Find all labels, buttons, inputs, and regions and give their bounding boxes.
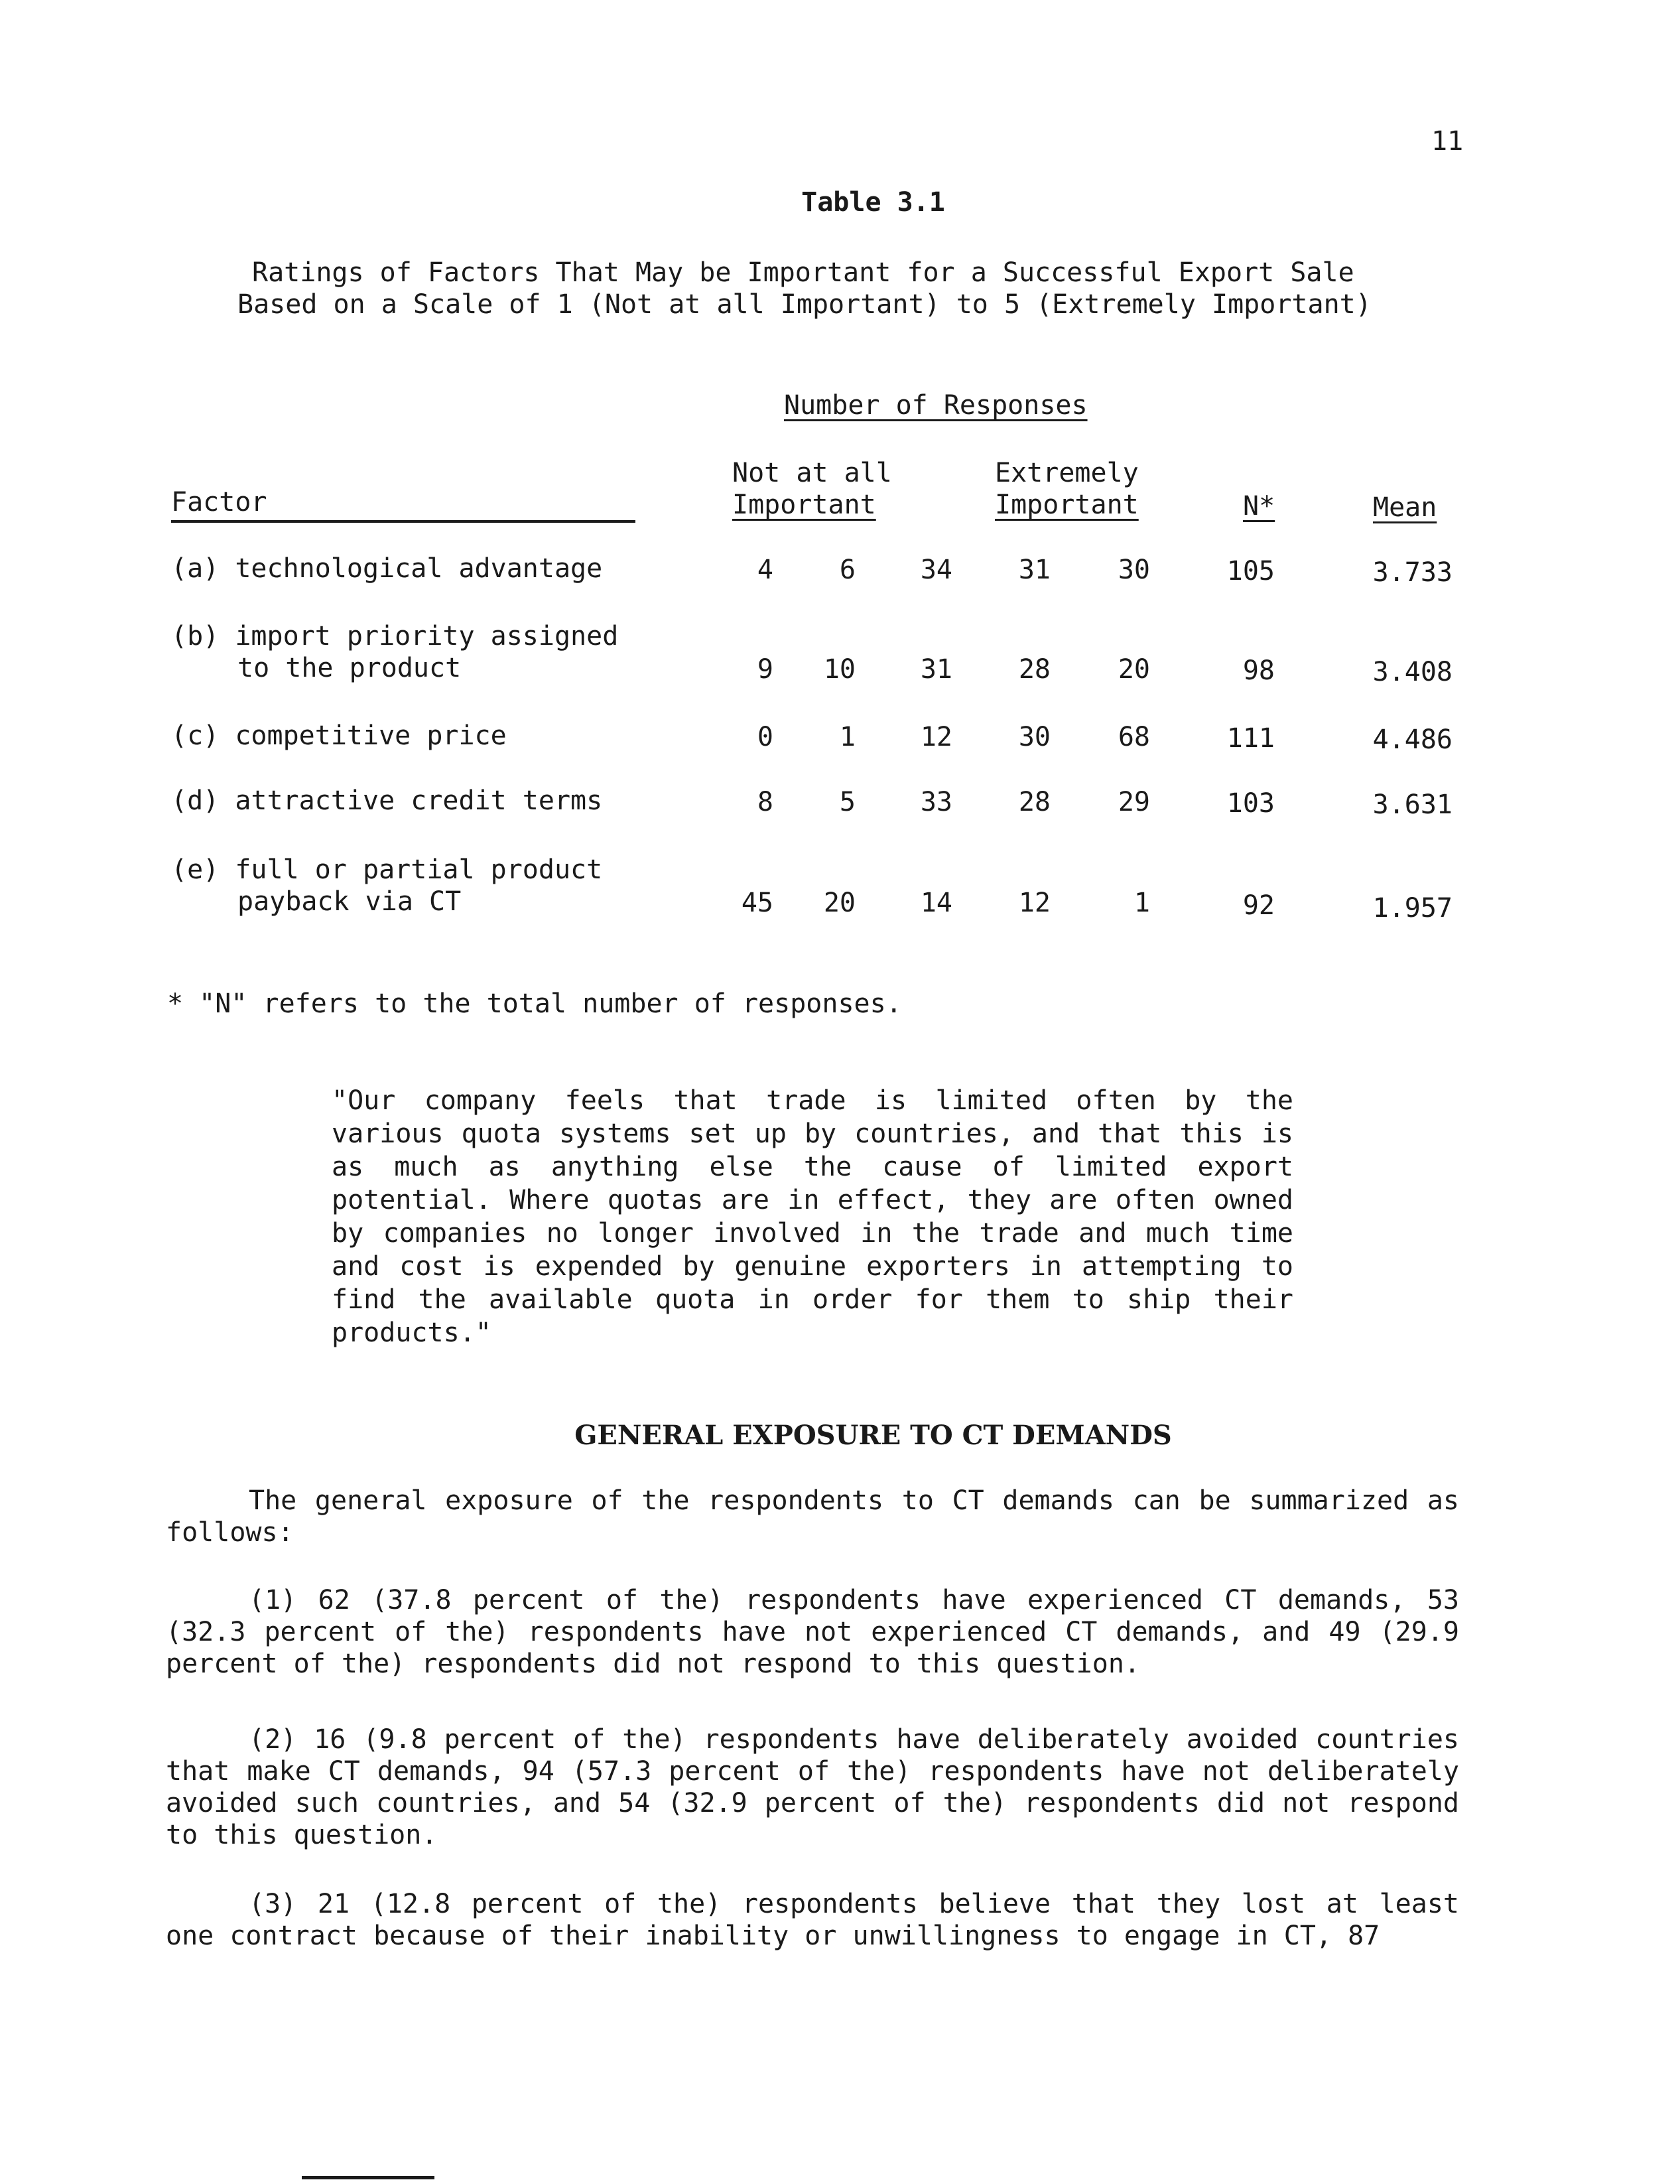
rating-5-cell: 68 [1118, 722, 1150, 752]
extremely-important-header: Important [995, 490, 1139, 520]
table-title: Table 3.1 [801, 187, 945, 218]
rating-1-cell: 45 [741, 888, 773, 918]
mean-cell: 3.408 [1372, 657, 1453, 687]
list-item: (2) 16 (9.8 percent of the) respondents have deliberately avoided countries that make CT demands, 94 (57.3 percent of the) respondents have not deliberately avoided such countries, and 54 (32.9 percent of the) respondents did not respond to this question. [166, 1724, 1459, 1850]
page-number: 11 [1431, 126, 1464, 157]
rating-2-cell: 20 [823, 888, 856, 918]
n-cell: 92 [1242, 890, 1275, 921]
mean-cell: 3.631 [1372, 789, 1453, 820]
rating-3-cell: 34 [920, 555, 952, 585]
rating-5-cell: 1 [1133, 888, 1150, 918]
n-cell: 98 [1242, 655, 1275, 686]
rating-1-cell: 0 [757, 722, 773, 752]
table-footnote: * "N" refers to the total number of responses. [167, 989, 902, 1019]
list-item: (3) 21 (12.8 percent of the) respondents believe that they lost at least one contract because of their inability or unwillingness to engage in CT, 87 [166, 1889, 1459, 1951]
intro-paragraph: The general exposure of the respondents to CT demands can be summarized as follows: [166, 1485, 1459, 1548]
rating-4-cell: 28 [1018, 654, 1051, 685]
section-heading: GENERAL EXPOSURE TO CT DEMANDS [574, 1420, 1172, 1451]
table-caption-line-2: Based on a Scale of 1 (Not at all Important) to 5 (Extremely Important) [237, 289, 1372, 320]
rating-3-cell: 31 [920, 654, 952, 685]
rating-1-cell: 8 [757, 787, 773, 817]
rating-1-cell: 4 [757, 555, 773, 585]
row-label: (d) attractive credit terms [171, 785, 603, 816]
rating-2-cell: 1 [839, 722, 856, 752]
rating-3-cell: 12 [920, 722, 952, 752]
mean-cell: 1.957 [1372, 893, 1453, 923]
rating-3-cell: 33 [920, 787, 952, 817]
row-label-continuation: payback via CT [237, 886, 462, 917]
rating-1-cell: 9 [757, 654, 773, 685]
n-cell: 105 [1226, 556, 1275, 586]
rating-5-cell: 30 [1118, 555, 1150, 585]
factor-header-rule [171, 520, 635, 523]
row-label-continuation: to the product [237, 653, 462, 683]
responses-header: Number of Responses [784, 390, 1088, 421]
row-label: (e) full or partial product [171, 854, 603, 885]
rating-2-cell: 5 [839, 787, 856, 817]
rating-5-cell: 20 [1118, 654, 1150, 685]
mean-cell: 4.486 [1372, 724, 1453, 755]
rating-4-cell: 30 [1018, 722, 1051, 752]
table-caption-line-1: Ratings of Factors That May be Important for a Successful Export Sale [252, 257, 1354, 288]
n-cell: 103 [1226, 788, 1275, 819]
rating-2-cell: 6 [839, 555, 856, 585]
factor-header: Factor [171, 487, 267, 517]
rating-3-cell: 14 [920, 888, 952, 918]
rating-5-cell: 29 [1118, 787, 1150, 817]
mean-cell: 3.733 [1372, 557, 1453, 588]
n-header: N* [1243, 491, 1275, 521]
rating-4-cell: 28 [1018, 787, 1051, 817]
bottom-rule [302, 2176, 434, 2179]
rating-4-cell: 12 [1018, 888, 1051, 918]
block-quote: "Our company feels that trade is limited often by the various quota systems set up by countries, and that this is as much as anything else the cause of limited export potential. Where quotas are in effect, they are often owned by companies no longer involved in the trade and much time and cost is expended by genuine exporters in attempting to find the available quota in order for them to ship their products." [332, 1085, 1293, 1348]
extremely-header: Extremely [995, 458, 1139, 488]
rating-2-cell: 10 [823, 654, 856, 685]
not-at-all-important-header: Important [732, 490, 876, 520]
row-label: (c) competitive price [171, 720, 507, 751]
rating-4-cell: 31 [1018, 555, 1051, 585]
row-label: (a) technological advantage [171, 553, 603, 584]
row-label: (b) import priority assigned [171, 621, 619, 651]
list-item: (1) 62 (37.8 percent of the) respondents have experienced CT demands, 53 (32.3 percent of the) respondents have not experienced CT demands, and 49 (29.9 percent of the) respondents did not respond to this question. [166, 1585, 1459, 1679]
mean-header: Mean [1373, 492, 1437, 523]
n-cell: 111 [1226, 723, 1275, 754]
not-at-all-header: Not at all [732, 458, 892, 488]
